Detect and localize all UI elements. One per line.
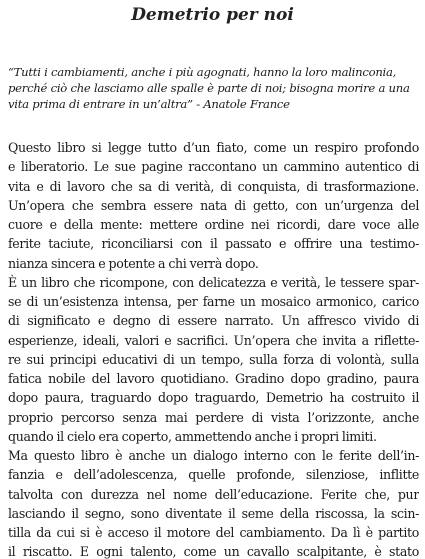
body-text [8, 138, 419, 559]
text-line: ferite taciute, riconciliarsi con il passato e offrire una testimo- [8, 236, 419, 252]
text-line: vita e di lavoro che sa di verità, di conquista, di trasformazione. [8, 178, 419, 194]
text-line: lasciando il segno, sono diventate il seme della riscossa, la scin- [8, 505, 419, 521]
epigraph-line: “Tutti i cambiamenti, anche i più agognati, hanno la loro malinconia, [8, 65, 397, 79]
paragraph [8, 138, 419, 273]
text-line: re sui principi educativi di un tempo, sulla forza di volontà, sulla [8, 351, 419, 367]
text-line: fatica nobile del lavoro quotidiano. Gradino dopo gradino, paura [8, 371, 419, 386]
text-line: fanzia e dell’adolescenza, quelle profonde, silenziose, inflitte [8, 467, 419, 483]
text-line: il riscatto. E ogni talento, come un cavallo scalpitante, è stato [8, 544, 419, 559]
text-line: Ma questo libro è anche un dialogo interno con le ferite dell’in- [8, 448, 419, 463]
text-line: È un libro che ricompone, con delicatezza e verità, le tessere spar- [8, 274, 419, 290]
epigraph-quote [8, 64, 419, 112]
text-line: dopo paura, traguardo dopo traguardo, Demetrio ha costruito il [8, 390, 419, 406]
paragraph [8, 446, 419, 559]
epigraph-line: perché ciò che lasciamo alle spalle è parte di noi; bisogna morire a una [8, 81, 410, 95]
text-line: quando il cielo era coperto, ammettendo anche i propri limiti. [8, 428, 377, 444]
text-line: proprio percorso senza mai perdere di vista l’orizzonte, anche [8, 409, 419, 425]
text-line: se di un’esistenza intensa, per farne un mosaico armonico, carico [8, 294, 419, 309]
text-line: tilla da cui si è acceso il motore del cambiamento. Da lì è partito [8, 525, 419, 540]
text-line: esperienze, ideali, valori e sacrifici. Un’opera che invita a riflette- [8, 332, 419, 348]
text-line: nianza sincera e potente a chi verrà dopo. [8, 255, 259, 271]
text-line: cuore e della mente: mettere ordine nei ricordi, dare voce alle [8, 217, 419, 232]
text-line: di significato e degno di essere narrato. Un affresco vivido di [8, 313, 419, 329]
text-line: e liberatorio. Le sue pagine raccontano un cammino autentico di [8, 159, 419, 175]
epigraph-line: vita prima di entrare in un’altra” - [8, 97, 204, 111]
text-line: Un’opera che sembra essere nata di getto, con un’urgenza del [8, 197, 419, 213]
epigraph-author: Anatole France [203, 97, 290, 111]
text-line: talvolta con durezza nel nome dell’educazione. Ferite che, pur [8, 486, 419, 502]
text-line: Questo libro si legge tutto d’un fiato, come un respiro profondo [8, 140, 419, 155]
chapter-title: Demetrio per noi [131, 5, 294, 25]
paragraph [8, 273, 419, 446]
